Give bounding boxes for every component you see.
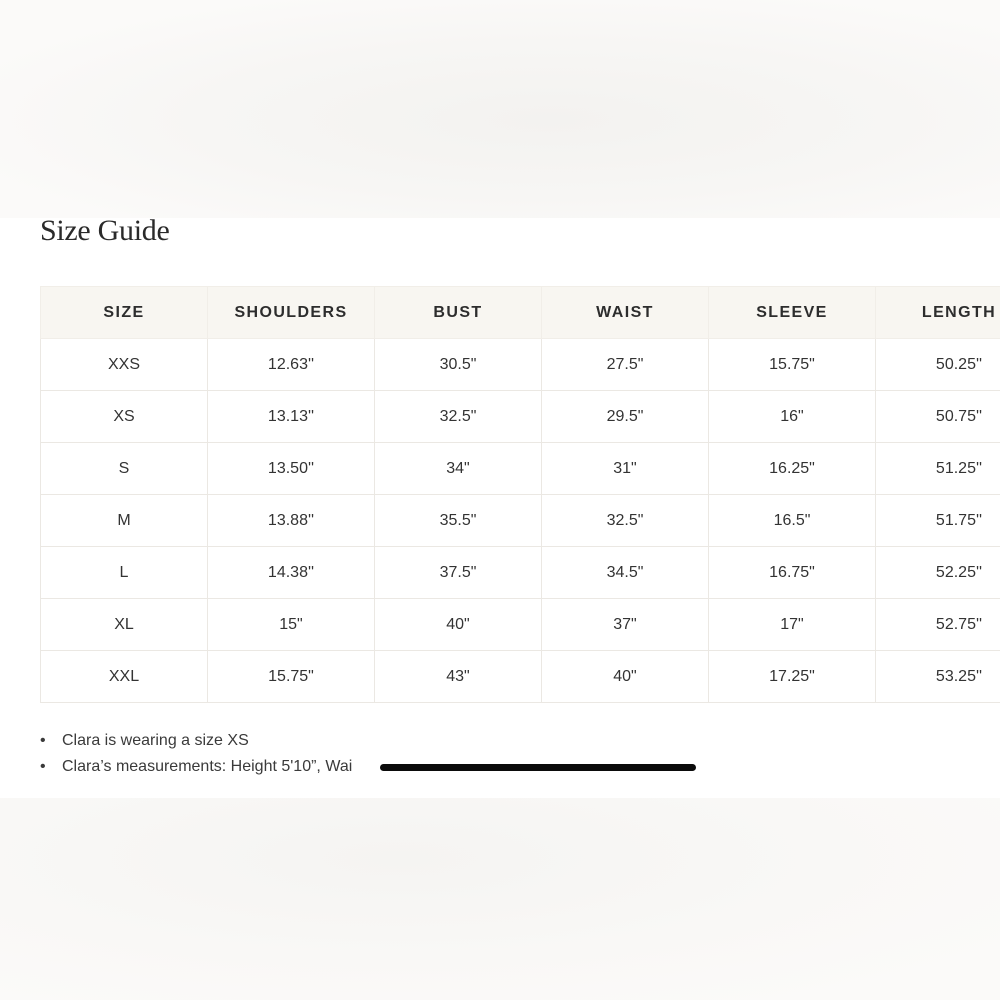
cell-length: 51.75''	[876, 495, 1000, 547]
cell-length: 50.25''	[876, 339, 1000, 391]
table-row	[41, 339, 1000, 391]
table-header-row	[41, 287, 1000, 339]
table-row	[41, 443, 1000, 495]
note-text: Clara is wearing a size XS	[62, 732, 249, 749]
cell-waist: 34.5"	[542, 547, 709, 599]
cell-sleeve: 16"	[709, 391, 876, 443]
cell-waist: 37"	[542, 599, 709, 651]
cell-sleeve: 15.75"	[709, 339, 876, 391]
cell-sleeve: 16.5"	[709, 495, 876, 547]
cell-size: XXS	[41, 339, 208, 391]
table-row	[41, 599, 1000, 651]
cell-shoulders: 13.13''	[208, 391, 375, 443]
cell-size: XS	[41, 391, 208, 443]
cell-length: 53.25''	[876, 651, 1000, 703]
cell-size: S	[41, 443, 208, 495]
redaction-bar	[380, 764, 696, 771]
table-body	[41, 339, 1000, 703]
cell-shoulders: 12.63''	[208, 339, 375, 391]
cell-sleeve: 16.25"	[709, 443, 876, 495]
list-item	[40, 728, 352, 754]
cell-length: 50.75''	[876, 391, 1000, 443]
column-header-sleeve: SLEEVE	[709, 287, 876, 339]
cell-size: M	[41, 495, 208, 547]
cell-size: XXL	[41, 651, 208, 703]
cell-waist: 27.5"	[542, 339, 709, 391]
cell-bust: 37.5"	[375, 547, 542, 599]
list-item	[40, 754, 352, 780]
table-row	[41, 391, 1000, 443]
cell-size: L	[41, 547, 208, 599]
cell-length: 51.25''	[876, 443, 1000, 495]
cell-bust: 40"	[375, 599, 542, 651]
column-header-bust: BUST	[375, 287, 542, 339]
bullet-icon: •	[40, 732, 46, 749]
cell-length: 52.25''	[876, 547, 1000, 599]
column-header-waist: WAIST	[542, 287, 709, 339]
cell-shoulders: 15.75"	[208, 651, 375, 703]
column-header-size: SIZE	[41, 287, 208, 339]
cell-bust: 34"	[375, 443, 542, 495]
cell-sleeve: 16.75"	[709, 547, 876, 599]
cell-waist: 29.5"	[542, 391, 709, 443]
cell-shoulders: 14.38''	[208, 547, 375, 599]
note-text: Clara’s measurements: Height 5'10”, Wai	[62, 758, 353, 775]
table-header	[41, 287, 1000, 339]
blurred-background-bottom	[0, 798, 1000, 1000]
cell-bust: 43"	[375, 651, 542, 703]
cell-bust: 32.5"	[375, 391, 542, 443]
bullet-icon: •	[40, 758, 46, 775]
blurred-background-top	[0, 0, 1000, 218]
cell-waist: 32.5"	[542, 495, 709, 547]
cell-bust: 35.5"	[375, 495, 542, 547]
size-guide-table	[40, 286, 1000, 703]
cell-size: XL	[41, 599, 208, 651]
cell-shoulders: 13.50''	[208, 443, 375, 495]
cell-sleeve: 17"	[709, 599, 876, 651]
cell-waist: 31"	[542, 443, 709, 495]
column-header-shoulders: SHOULDERS	[208, 287, 375, 339]
table-row	[41, 547, 1000, 599]
column-header-length: LENGTH	[876, 287, 1000, 339]
cell-bust: 30.5"	[375, 339, 542, 391]
cell-length: 52.75''	[876, 599, 1000, 651]
cell-shoulders: 13.88''	[208, 495, 375, 547]
cell-sleeve: 17.25"	[709, 651, 876, 703]
table-row	[41, 495, 1000, 547]
page-title: Size Guide	[40, 214, 170, 247]
model-notes-list	[40, 728, 352, 780]
table-row	[41, 651, 1000, 703]
cell-shoulders: 15"	[208, 599, 375, 651]
cell-waist: 40"	[542, 651, 709, 703]
